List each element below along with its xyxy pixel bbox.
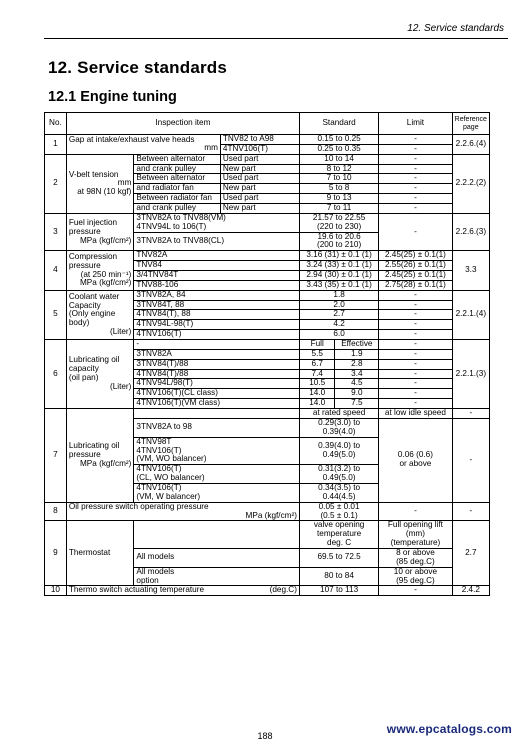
row-no: 7: [45, 409, 67, 503]
page-number: 188: [257, 731, 273, 741]
full-cell: 14.0: [299, 399, 335, 409]
item-unit: (deg.C): [269, 585, 297, 595]
standard-cell: 2.94 (30) ± 0.1 (1): [299, 271, 378, 281]
model-cell: 4TNV106(T): [220, 144, 299, 154]
standard-cell: [299, 232, 378, 251]
limit-text: (95 deg.C): [396, 575, 435, 585]
standard-text: (0.5 ± 0.1): [320, 510, 358, 520]
model-text: 4TNV98T: [136, 436, 172, 446]
table-row: [45, 586, 490, 596]
limit-cell: -: [379, 135, 452, 145]
item-label-text: (Only engine: [68, 309, 116, 319]
ref-cell: 2.2.6.(3): [452, 213, 489, 250]
limit-cell: -: [379, 379, 452, 389]
limit-text: 0.06 (0.6): [397, 450, 433, 460]
limit-cell: [379, 567, 452, 586]
row-no: 2: [45, 154, 67, 213]
model-text: 4TNV94L to 106(T): [136, 221, 207, 231]
model-text: (CL, WO balancer): [136, 473, 205, 483]
model-cell: 3TNV82A, 84: [134, 290, 300, 300]
limit-cell: -: [379, 586, 452, 596]
item-label-text: Compression: [68, 251, 118, 261]
full-header: Full: [299, 340, 335, 350]
limit-cell: -: [379, 399, 452, 409]
item-label-text: capacity: [68, 364, 99, 374]
model-cell: 3TNV82A to TNV88(CL): [134, 232, 300, 251]
item-label: Thermostat: [66, 521, 134, 586]
model-cell: 4TNV106(T): [134, 330, 300, 340]
part-cell: Between radiator fan: [134, 194, 221, 204]
item-condition: (at 250 min⁻¹): [80, 269, 132, 279]
item-unit: mm: [204, 143, 218, 153]
item-label: [66, 340, 134, 409]
item-label: [66, 502, 299, 521]
ref-cell: 2.2.1.(3): [452, 340, 489, 409]
standard-cell: 0.25 to 0.35: [299, 144, 378, 154]
table-row: [45, 154, 490, 164]
standard-text: 0.05 ± 0.01: [318, 501, 360, 511]
item-unit: mm: [117, 178, 132, 188]
model-cell: TNV82 to A98: [220, 135, 299, 145]
model-cell: 4TNV94L/98(T): [134, 379, 300, 389]
ref-cell: -: [452, 409, 489, 419]
condition-cell: New part: [220, 164, 299, 174]
item-label: [66, 154, 134, 213]
standard-cell: 0.15 to 0.25: [299, 135, 378, 145]
ref-cell: -: [452, 502, 489, 521]
item-label-text: (oil pan): [68, 373, 99, 383]
row-no: 1: [45, 135, 67, 155]
effective-cell: 4.5: [335, 379, 379, 389]
part-cell: and radiator fan: [134, 184, 221, 194]
limit-text: or above: [399, 459, 432, 469]
model-cell: 3/4TNV84T: [134, 271, 300, 281]
model-cell: 3TNV82A: [134, 349, 300, 359]
standard-cell: 1.8: [299, 290, 378, 300]
standard-text: 19.6 to 20.6: [317, 231, 361, 241]
limit-cell: -: [379, 184, 452, 194]
model-cell: [134, 437, 300, 465]
item-label-text: pressure: [68, 449, 101, 459]
item-label: [66, 135, 220, 155]
ref-cell: 3.3: [452, 251, 489, 290]
model-text: 4TNV106(T): [136, 445, 182, 455]
model-text: (VM, WO balancer): [136, 454, 207, 464]
item-label-text: body): [68, 318, 90, 328]
limit-cell: 2.55(26) ± 0.1(1): [379, 261, 452, 271]
item-label-text: Gap at intake/exhaust valve heads: [68, 134, 195, 144]
model-text: 3TNV82A to TNV88(VM): [136, 212, 226, 222]
table-row: [45, 290, 490, 300]
model-cell: 4TNV94L-98(T): [134, 320, 300, 330]
full-cell: 7.4: [299, 369, 335, 379]
full-cell: 5.5: [299, 349, 335, 359]
limit-cell: -: [379, 320, 452, 330]
item-label-text: pressure: [68, 260, 101, 270]
standard-cell: 80 to 84: [299, 567, 378, 586]
header-text: valve opening: [313, 520, 365, 530]
item-label: [66, 213, 134, 250]
limit-cell: 2.45(25) ± 0.1(1): [379, 251, 452, 261]
col-header-item: Inspection item: [66, 113, 299, 135]
ref-cell: 2.2.6.(4): [452, 135, 489, 155]
limit-cell: [379, 418, 452, 502]
item-unit: MPa (kgf/cm²): [79, 458, 132, 468]
limit-cell: 2.75(28) ± 0.1(1): [379, 280, 452, 290]
model-cell: 3TNV84T, 88: [134, 300, 300, 310]
condition-cell: Used part: [220, 174, 299, 184]
limit-cell: -: [379, 194, 452, 204]
table-row: [45, 135, 490, 145]
standard-cell: 9 to 13: [299, 194, 378, 204]
standard-cell: 4.2: [299, 320, 378, 330]
standard-cell: 0.39(4.0) to 0.49(5.0): [299, 437, 378, 465]
model-cell: 3TNV82A to 98: [134, 418, 300, 437]
standard-cell: 7 to 10: [299, 174, 378, 184]
model-cell: All models: [134, 548, 300, 567]
item-condition: at 98N (10 kgf): [77, 187, 132, 197]
model-cell: [134, 521, 300, 549]
header-text: deg. C: [327, 538, 352, 548]
model-text: option: [136, 575, 159, 585]
watermark: www.epcatalogs.com: [386, 722, 512, 736]
effective-cell: 9.0: [335, 389, 379, 399]
row-no: 8: [45, 502, 67, 521]
item-label-text: pressure: [68, 226, 101, 236]
header-text: (mm): [405, 529, 425, 539]
model-cell: TNV84: [134, 261, 300, 271]
effective-cell: 3.4: [335, 369, 379, 379]
model-cell: [134, 483, 300, 502]
limit-cell: 2.45(25) ± 0.1(1): [379, 271, 452, 281]
header-rule: [44, 38, 508, 39]
col-header-ref: Reference page: [452, 113, 489, 135]
model-text: 4TNV106(T): [136, 482, 182, 492]
standard-cell: [299, 502, 378, 521]
limit-cell: -: [379, 300, 452, 310]
model-cell: [134, 567, 300, 586]
item-unit: MPa (kgf/cm²): [79, 235, 132, 245]
item-label-text: Oil pressure switch operating pressure: [68, 501, 209, 511]
condition-cell: Used part: [220, 154, 299, 164]
section-title: 12.1 Engine tuning: [48, 89, 177, 105]
item-label-text: Fuel injection: [68, 217, 118, 227]
header-text: Full opening lift: [387, 520, 443, 530]
part-cell: Between alternator: [134, 154, 221, 164]
limit-text: 8 or above: [396, 547, 435, 557]
item-label-text: Thermo switch actuating temperature: [68, 585, 205, 595]
limit-text: (85 deg.C): [396, 556, 435, 566]
standard-text: (200 to 210): [317, 240, 362, 250]
item-label-text: V-belt tension: [68, 169, 119, 179]
limit-cell: -: [379, 174, 452, 184]
item-label: [66, 409, 134, 503]
table-row: [45, 213, 490, 232]
row-no: 6: [45, 340, 67, 409]
ref-cell: 2.2.1.(4): [452, 290, 489, 339]
item-unit: (Liter): [110, 381, 132, 391]
ref-cell: 2.7: [452, 521, 489, 586]
idle-speed-header: at low idle speed: [379, 409, 452, 419]
col-header-limit: Limit: [379, 113, 452, 135]
standard-header: [299, 521, 378, 549]
ref-cell: 2.2.2.(2): [452, 154, 489, 213]
standard-cell: 3.43 (35) ± 0.1 (1): [299, 280, 378, 290]
part-cell: and crank pulley: [134, 204, 221, 214]
limit-cell: -: [379, 389, 452, 399]
item-label: [66, 586, 299, 596]
part-cell: and crank pulley: [134, 164, 221, 174]
item-label-text: Lubricating oil: [68, 441, 120, 451]
limit-cell: -: [379, 204, 452, 214]
limit-cell: [379, 548, 452, 567]
limit-cell: -: [379, 330, 452, 340]
limit-cell: -: [379, 369, 452, 379]
col-header-standard: Standard: [299, 113, 378, 135]
item-unit: MPa (kgf/cm²): [245, 510, 297, 520]
limit-cell: -: [379, 213, 452, 250]
table-row: [45, 521, 490, 549]
model-cell: 4TNV84(T)/88: [134, 369, 300, 379]
item-unit: (Liter): [110, 327, 132, 337]
standard-cell: 69.5 to 72.5: [299, 548, 378, 567]
effective-cell: 1.9: [335, 349, 379, 359]
standard-cell: 2.7: [299, 310, 378, 320]
limit-cell: -: [379, 164, 452, 174]
standard-cell: 107 to 113: [299, 586, 378, 596]
row-no: 5: [45, 290, 67, 339]
effective-cell: 2.8: [335, 359, 379, 369]
limit-cell: -: [379, 502, 452, 521]
limit-cell: -: [379, 154, 452, 164]
model-cell: [134, 213, 300, 232]
limit-cell: -: [379, 349, 452, 359]
condition-cell: New part: [220, 184, 299, 194]
effective-cell: 7.5: [335, 399, 379, 409]
limit-cell: -: [379, 144, 452, 154]
model-cell: 4TNV106(T)(CL class): [134, 389, 300, 399]
standard-cell: 3.16 (31) ± 0.1 (1): [299, 251, 378, 261]
limit-header: [379, 521, 452, 549]
page-title: 12. Service standards: [48, 58, 228, 77]
standard-cell: 8 to 12: [299, 164, 378, 174]
limit-cell: -: [379, 340, 452, 350]
item-label: [66, 251, 134, 290]
part-cell: Between alternator: [134, 174, 221, 184]
header-text: temperature: [317, 529, 362, 539]
standard-cell: 0.29(3.0) to 0.39(4.0): [299, 418, 378, 437]
model-cell: TNV88-106: [134, 280, 300, 290]
col-header-no: No.: [45, 113, 67, 135]
standard-cell: 5 to 8: [299, 184, 378, 194]
item-unit: MPa (kgf/cm²): [79, 278, 132, 288]
standard-text: (220 to 230): [317, 221, 362, 231]
standard-cell: [299, 213, 378, 232]
rated-speed-header: at rated speed: [299, 409, 378, 419]
full-cell: 6.7: [299, 359, 335, 369]
header-text: (temperature): [390, 538, 441, 548]
ref-cell: 2.4.2: [452, 586, 489, 596]
item-label-text: Capacity: [68, 300, 101, 310]
row-no: 9: [45, 521, 67, 586]
model-cell: [134, 409, 300, 419]
standard-cell: 6.0: [299, 330, 378, 340]
ref-cell: -: [452, 418, 489, 502]
limit-cell: -: [379, 310, 452, 320]
model-text: All models: [136, 566, 175, 576]
model-cell: -: [134, 340, 300, 350]
row-no: 3: [45, 213, 67, 250]
model-cell: 3TNV84(T)/88: [134, 359, 300, 369]
row-no: 4: [45, 251, 67, 290]
limit-cell: -: [379, 359, 452, 369]
standard-cell: 2.0: [299, 300, 378, 310]
standard-text: 21.57 to 22.55: [312, 212, 366, 222]
standard-cell: 0.34(3.5) to 0.44(4.5): [299, 483, 378, 502]
standard-cell: 10 to 14: [299, 154, 378, 164]
standard-cell: 3.24 (33) ± 0.1 (1): [299, 261, 378, 271]
model-cell: [134, 465, 300, 484]
service-standards-table: [44, 112, 490, 596]
condition-cell: New part: [220, 204, 299, 214]
table-row: [45, 502, 490, 521]
item-label: [66, 290, 134, 339]
limit-cell: -: [379, 290, 452, 300]
model-cell: 4TNV84(T), 88: [134, 310, 300, 320]
table-row: [45, 340, 490, 350]
model-cell: TNV82A: [134, 251, 300, 261]
condition-cell: Used part: [220, 194, 299, 204]
full-cell: 10.5: [299, 379, 335, 389]
limit-text: 10 or above: [393, 566, 438, 576]
effective-header: Effective: [335, 340, 379, 350]
item-label-text: Lubricating oil: [68, 355, 120, 365]
item-label-text: Coolant water: [68, 291, 120, 301]
model-text: 4TNV106(T): [136, 464, 182, 474]
model-text: (VM, W balancer): [136, 491, 201, 501]
full-cell: 14.0: [299, 389, 335, 399]
row-no: 10: [45, 586, 67, 596]
model-cell: 4TNV106(T)(VM class): [134, 399, 300, 409]
standard-cell: 7 to 11: [299, 204, 378, 214]
standard-cell: 0.31(3.2) to 0.49(5.0): [299, 465, 378, 484]
table-header-row: [45, 113, 490, 135]
table-row: [45, 409, 490, 419]
running-header: 12. Service standards: [407, 23, 504, 34]
